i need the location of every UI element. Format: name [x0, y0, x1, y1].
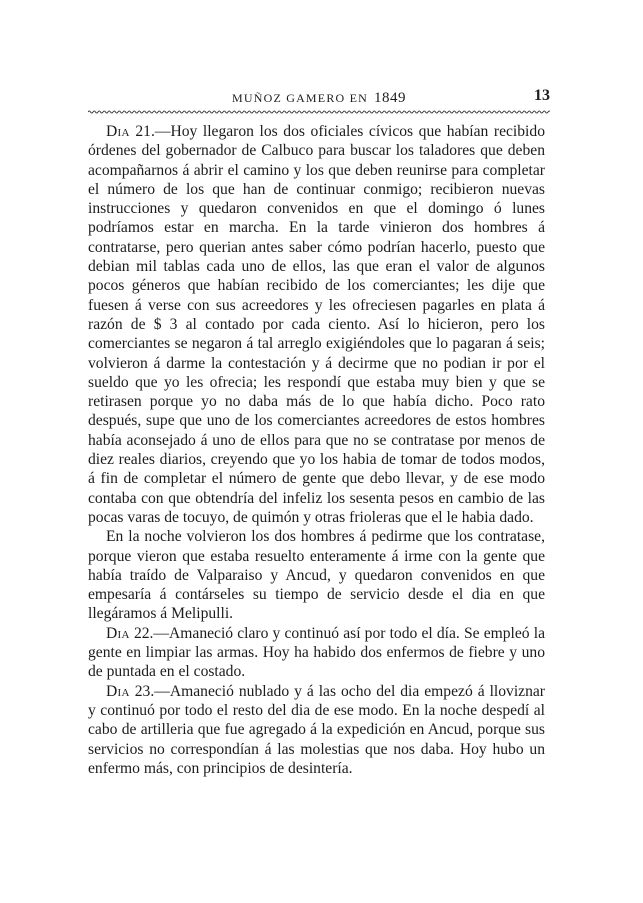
entry-label: Dia	[106, 624, 130, 642]
paragraph-dia-22	[88, 624, 545, 682]
entry-label: Dia	[106, 682, 130, 700]
running-title-text: MUÑOZ GAMERO EN	[232, 91, 368, 105]
paragraph-dia-21	[88, 122, 545, 527]
decorative-wavy-rule	[88, 109, 550, 115]
paragraph-text: En la noche volvieron los dos hombres á pedirme que los contratase, porque vieron que estaba resuelto enteramente á irme con la gente que había traído de Valparaiso y Ancud, y quedaron convenidos en que empesaría á contárseles su tiempo de servicio desde el dia en que llegáramos á Melipulli.	[88, 528, 545, 623]
wavy-rule-graphic	[88, 109, 550, 115]
paragraph-text: .—Amaneció claro y continuó así por todo el día. Se empleó la gente en limpiar las armas. Hoy ha habido dos enfermos de fiebre y uno de puntada en el costado.	[88, 624, 545, 681]
running-title	[88, 90, 550, 107]
entry-number: 23	[134, 682, 151, 700]
running-head	[88, 86, 550, 108]
paragraph-noche	[88, 527, 545, 623]
entry-number: 22	[133, 624, 150, 642]
page-number: 13	[534, 87, 550, 104]
paragraph-dia-23	[88, 682, 545, 778]
body-text	[88, 122, 545, 778]
paragraph-text: .—Hoy llegaron los dos oficiales cívicos que habían recibido órdenes del gobernador de Calbuco para buscar los taladores que deben acompañarnos á abrir el camino y los que deben reunirse para completar el número de los que han de continuar conmigo; recibieron nuevas instrucciones y quedaron convenidos en que el domingo ó lunes podríamos estar en marcha. En la tarde vinieron dos hombres á contratarse, pero querian antes saber cómo podrían hacerlo, puesto que debian mil tablas cada uno de ellos, las que eran el valor de algunos pocos géneros que habían recibido de los comerciantes; les dije que fuesen á verse con sus acreedores y les ofreciesen pagarles en plata á razón de $ 3 al contado por cada ciento. Así lo hicieron, pero los comerciantes se negaron á tal arreglo exigiéndoles que lo pagaran á seis; volvieron á darme la contestación y á decirme que no podian ir por el sueldo que yo les ofrecia; les respondí que estaba muy bien y que se retirasen porque yo no daba más de lo que había dicho. Poco rato después, supe que uno de los comerciantes acreedores de estos hombres había aconsejado á uno de ellos para que no se contratase por menos de diez reales diarios, creyendo que yo los habia de tomar de todos modos, á fin de completar el número de gente que debo llevar, y de ese modo contaba con que obtendría del infeliz los sesenta pesos en cambio de las pocas varas de tocuyo, de quimón y otras frioleras que el le habia dado.	[88, 123, 545, 526]
running-title-year: 1849	[374, 90, 406, 106]
paragraph-text: .—Amaneció nublado y á las ocho del dia empezó á lloviznar y continuó por todo el resto del dia de ese modo. En la noche despedí al cabo de artilleria que fue agregado á la expedición en Ancud, porque sus servicios no correspondían á las molestias que nos daba. Hoy hubo un enfermo más, con principios de desintería.	[88, 682, 545, 777]
entry-number: 21	[135, 123, 151, 140]
entry-label: Dia	[106, 123, 130, 140]
